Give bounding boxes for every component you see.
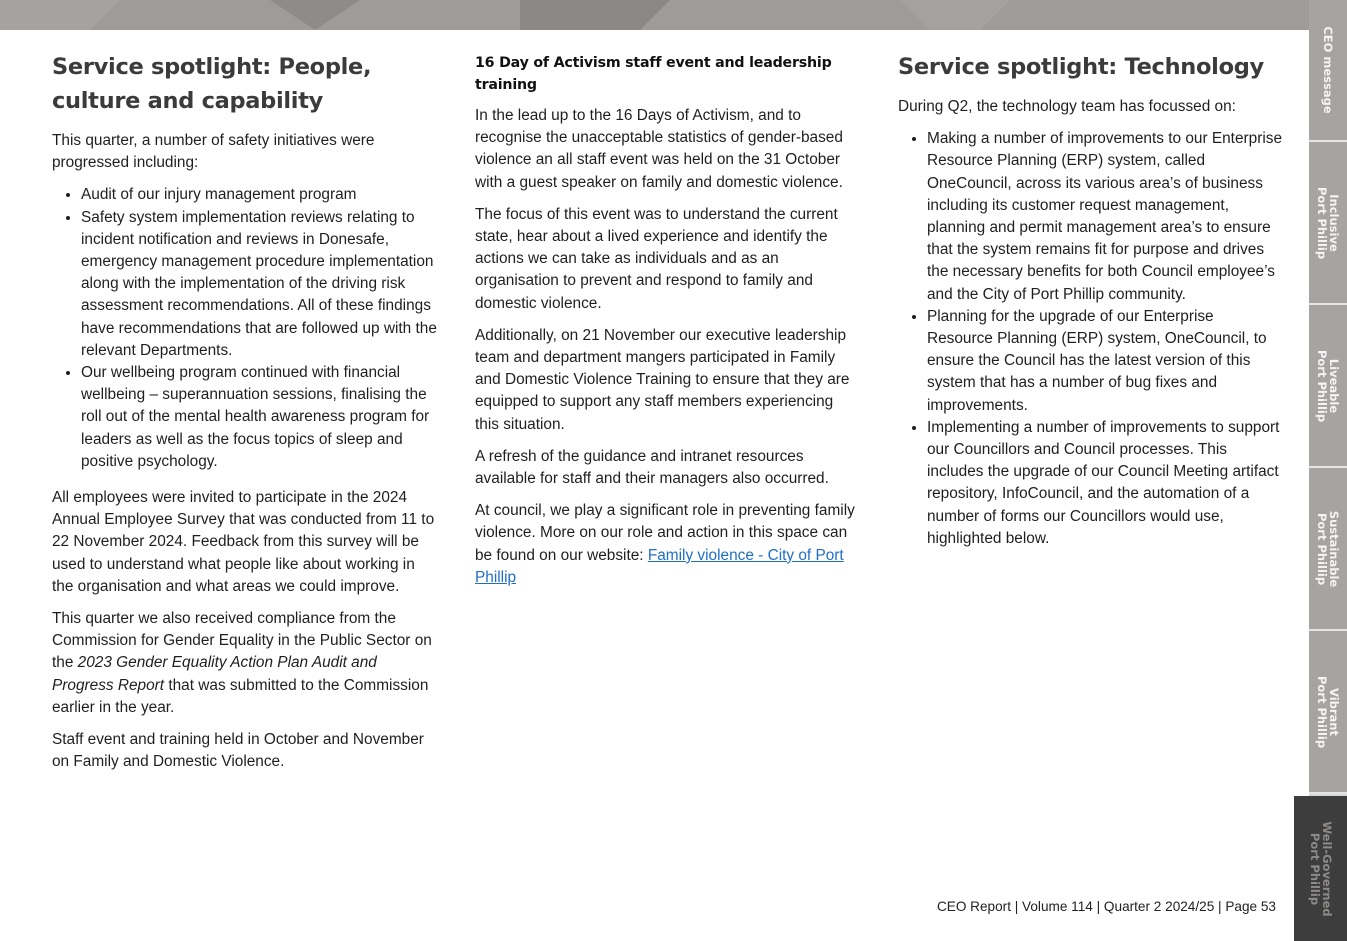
safety-intro: This quarter, a number of safety initiatives were progressed including:: [52, 132, 375, 172]
tab-sublabel: Port Phillip: [1315, 186, 1329, 259]
tab-inclusive[interactable]: [1309, 142, 1347, 305]
activism-column: [475, 52, 855, 599]
technology-column: [898, 50, 1282, 560]
tab-label: Vibrant: [1327, 687, 1341, 736]
tab-vibrant[interactable]: [1309, 631, 1347, 794]
top-banner: [0, 0, 1310, 30]
list-item: • Audit of our injury management program: [81, 184, 438, 206]
banner-pattern: [0, 0, 1310, 30]
tab-sublabel: Port Phillip: [1315, 512, 1329, 585]
staff-event-paragraph: Staff event and training held in October and November on Family and Domestic Violence.: [52, 731, 424, 771]
website-paragraph: [475, 500, 855, 589]
tab-ceo-message[interactable]: [1309, 0, 1347, 142]
people-culture-column: [52, 50, 438, 783]
tab-well-governed[interactable]: [1294, 796, 1347, 941]
tab-label: Liveable: [1327, 358, 1341, 413]
activism-heading: 16 Day of Activism staff event and leadership training: [475, 55, 832, 93]
tab-liveable[interactable]: [1309, 305, 1347, 468]
paragraph: A refresh of the guidance and intranet resources available for staff and their managers also occurred.: [475, 447, 829, 488]
tab-label: Inclusive: [1327, 193, 1341, 252]
list-item: • Making a number of improvements to our Enterprise Resource Planning (ERP) system, called OneCouncil, across its various area’s of business including its customer request management, planning and permit management area’s to ensure that the system remains fit for purpose and drives the necessary benefits for both Council employee’s and the City of Port Phillip community.: [927, 128, 1282, 306]
compliance-text: This quarter we also received compliance from the Commission for Gender Equality in the Public Sector on the: [52, 610, 432, 672]
website-text: At council, we play a significant role in preventing family violence. More on our role and action in this space can be found on our website:: [475, 502, 855, 564]
tab-label: CEO message: [1321, 26, 1335, 114]
technology-intro: During Q2, the technology team has focussed on:: [898, 98, 1236, 115]
tab-sustainable[interactable]: [1309, 468, 1347, 631]
technology-heading: Service spotlight: Technology: [898, 54, 1264, 80]
employee-survey-paragraph: All employees were invited to participate in the 2024 Annual Employee Survey that was conducted from 11 to 22 November 2024. Feedback from this survey will be used to understand what people like about working in the organisation and what areas we could improve.: [52, 489, 435, 595]
list-item: • Safety system implementation reviews relating to incident notification and reviews in Donesafe, emergency management procedure implementation along with the implementation of the driving risk assessment recommendations. All of these findings have recommendations that are followed up with the relevant Departments.: [81, 207, 438, 362]
gender-equality-paragraph: [52, 608, 438, 719]
report-title: 2023 Gender Equality Action Plan Audit and Progress Report: [52, 654, 377, 694]
tab-sublabel: Port Phillip: [1315, 349, 1329, 422]
section-side-tabs: [1309, 0, 1347, 941]
tab-label: Sustainable: [1327, 510, 1341, 587]
list-item: • Our wellbeing program continued with financial wellbeing – superannuation sessions, finalising the roll out of the mental health awareness program for leaders as well as the focus topics of sleep and positive psychology.: [81, 362, 438, 473]
compliance-text-end: that was submitted to the Commission earlier in the year.: [52, 676, 429, 716]
family-violence-link[interactable]: Family violence - City of Port Phillip: [475, 546, 844, 586]
safety-initiatives-list: [52, 184, 438, 473]
paragraph: In the lead up to the 16 Days of Activism, and to recognise the unacceptable statistics of gender-based violence an all staff event was held on the 31 October with a guest speaker on family and domestic violence.: [475, 107, 843, 191]
tab-label: Well-Governed: [1319, 820, 1334, 917]
people-culture-heading: Service spotlight: People, culture and capability: [52, 54, 372, 114]
page-footer: CEO Report | Volume 114 | Quarter 2 2024/25 | Page 53: [936, 899, 1276, 914]
technology-list: [898, 128, 1282, 550]
tab-sublabel: Port Phillip: [1307, 832, 1322, 905]
list-item: • Implementing a number of improvements to support our Councillors and Council processes. This includes the upgrade of our Council Meeting artifact repository, InfoCouncil, and the automation of a number of forms our Councillors would use, highlighted below.: [927, 417, 1282, 550]
paragraph: Additionally, on 21 November our executive leadership team and department mangers participated in Family and Domestic Violence Training to ensure that they are equipped to support any staff members experiencing this situation.: [475, 326, 850, 433]
list-item: • Planning for the upgrade of our Enterprise Resource Planning (ERP) system, OneCouncil, to ensure the Council has the latest version of this system that has a number of bug fixes and improvements.: [927, 306, 1282, 417]
paragraph: The focus of this event was to understand the current state, hear about a lived experience and identify the actions we can take as individuals and as an organisation to prevent and respond to family and domestic violence.: [475, 205, 838, 312]
tab-sublabel: Port Phillip: [1315, 675, 1329, 748]
